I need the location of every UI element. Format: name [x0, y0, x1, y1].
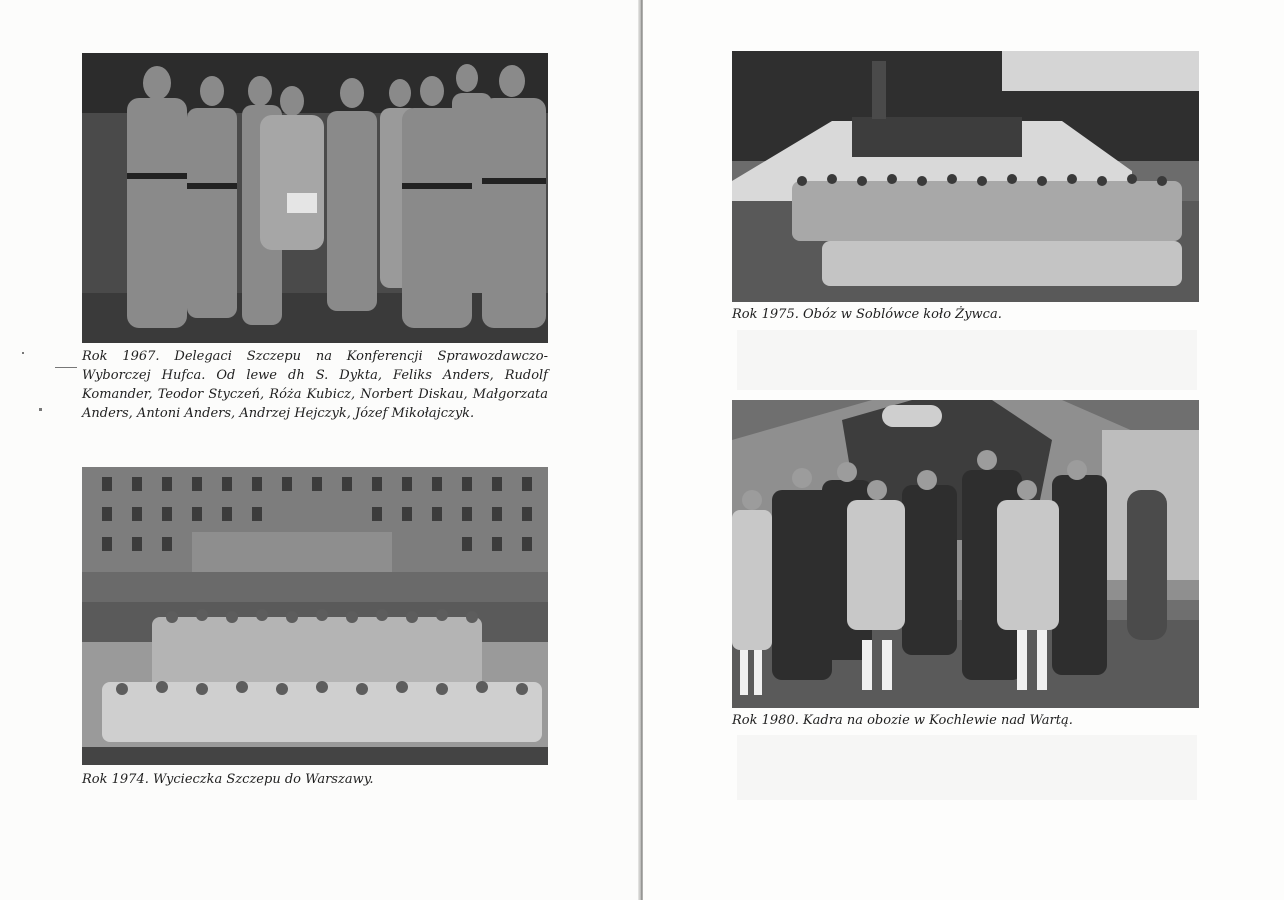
- group-portrait-photo-icon: [82, 53, 548, 343]
- photo-warsaw-1974: [82, 467, 548, 765]
- dot-mark: [22, 352, 24, 354]
- bleed-through: [737, 330, 1197, 390]
- camp-staff-photo-icon: [732, 400, 1199, 708]
- building-group-photo-icon: [82, 467, 548, 765]
- dash-mark: [55, 367, 77, 368]
- right-page: [643, 0, 1284, 900]
- caption-1974: Rok 1974. Wycieczka Szczepu do Warszawy.: [82, 772, 374, 787]
- caption-1980: Rok 1980. Kadra na obozie w Kochlewie nad Wartą.: [732, 713, 1073, 728]
- tent-camp-photo-icon: [732, 51, 1199, 302]
- left-page: [0, 0, 640, 900]
- photo-delegates-1967: [82, 53, 548, 343]
- photo-staff-1980: [732, 400, 1199, 708]
- dot-mark: [39, 408, 42, 411]
- caption-1975: Rok 1975. Obóz w Soblówce koło Żywca.: [732, 307, 1002, 322]
- photo-camp-1975: [732, 51, 1199, 302]
- bleed-through: [737, 735, 1197, 800]
- caption-1967: Rok 1967. Delegaci Szczepu na Konferencji Sprawozdawczo-Wyborczej Hufca. Od lewe dh S. Dykta, Feliks Anders, Rudolf Komander, Teodor Styczeń, Róża Kubicz, Norbert Diskau, Małgorzata Anders, Antoni Anders, Andrzej Hejczyk, Józef Mikołajczyk.: [82, 349, 548, 421]
